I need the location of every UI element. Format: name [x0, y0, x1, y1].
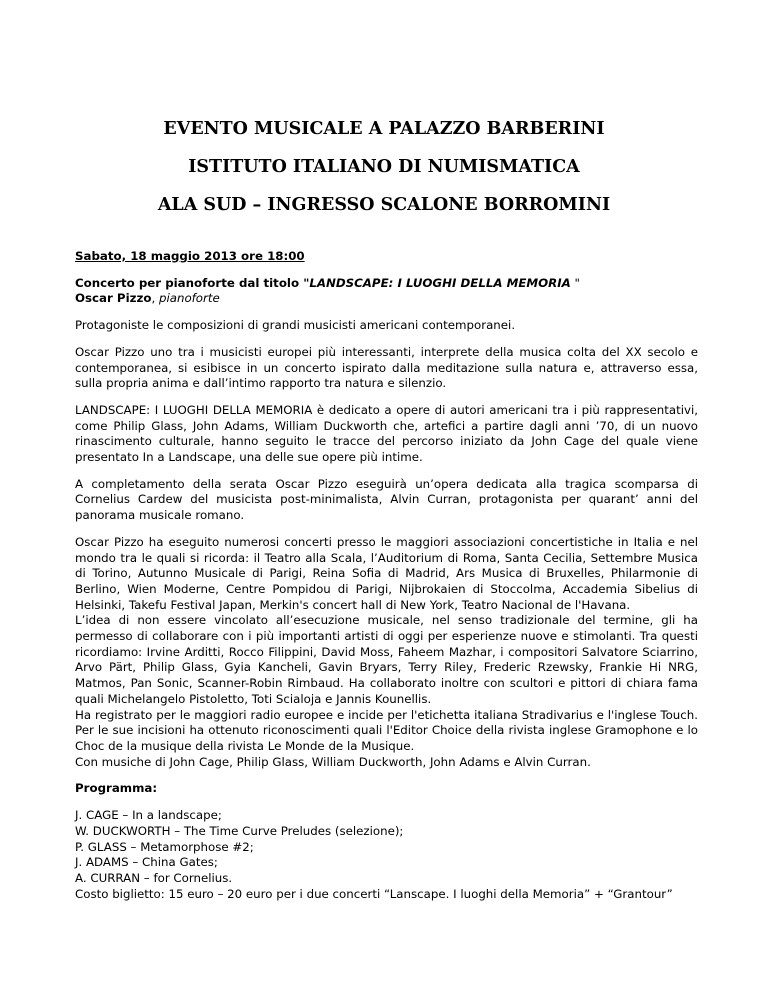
bio-collaborations: L’idea di non essere vincolato all’esecuzione musicale, nel senso tradizionale del termine, gli ha permesso di collaborare con i più importanti artisti di oggi per esperienze nuove e stimolanti. Tra questi ricordiamo: Irvine Arditti, Rocco Filippini, David Moss, Faheem Mazhar, i compositori Salvatore Sciarrino, Arvo Pärt, Philip Glass, Gyia Kancheli, Gavin Bryars, Terry Riley, Frederic Rzewsky, Frankie Hi NRG, Matmos, Pan Sonic, Scanner-Robin Rimbaud. Ha collaborato inoltre con scultori e pittori di chiara fama quali Michelangelo Pistoletto, Toti Scialoja e Jannis Kounellis. — [75, 613, 698, 706]
concert-title: "LANDSCAPE: I LUOGHI DELLA MEMORIA — [303, 275, 571, 290]
paragraph-landscape: LANDSCAPE: I LUOGHI DELLA MEMORIA è dedicato a opere di autori americani tra i più rappresentativi, come Philip Glass, John Adams, William Duckworth che, artefici a partire dagli anni ’70, di un nuovo rinascimento culturale, hanno seguito le tracce del percorso iniziato da John Cage del quale viene presentato In a Landscape, una delle sue opere più intime. — [75, 402, 698, 465]
program-item: P. GLASS – Metamorphose #2; — [75, 839, 254, 854]
program-item: W. DUCKWORTH – The Time Curve Preludes (selezione); — [75, 823, 404, 838]
program-item: J. ADAMS – China Gates; — [75, 855, 218, 870]
program-list — [75, 808, 698, 887]
document-body — [75, 249, 698, 913]
bio-concerts: Oscar Pizzo ha eseguito numerosi concerti presso le maggiori associazioni concertistiche in Italia e nel mondo tra le quali si ricorda: il Teatro alla Scala, l’Auditorium di Roma, Santa Cecilia, Settembre Musica di Torino, Autunno Musicale di Parigi, Reina Sofia di Madrid, Ars Musica di Bruxelles, Philarmonie di Berlino, Wien Moderne, Centre Pompidou di Parigi, Nijbrokaien di Stoccolma, Accademia Sibelius di Helsinki, Takefu Festival Japan, Merkin's concert hall di New York, Teatro Nacional de l'Havana. — [75, 534, 698, 612]
paragraph-artist: Oscar Pizzo uno tra i musicisti europei più interessanti, interprete della musica colta del XX secolo e contemporanea, si esibisce in un concerto ispirato dalla meditazione sulla natura e, attraverso essa, sulla propria anima e dall’intimo rapporto tra natura e silenzio. — [75, 344, 698, 391]
title-line-2: ISTITUTO ITALIANO DI NUMISMATICA — [188, 157, 580, 177]
title-line-1: EVENTO MUSICALE A PALAZZO BARBERINI — [163, 119, 605, 139]
paragraph-biography — [75, 535, 698, 771]
concert-suffix: " — [570, 275, 580, 290]
program-item: J. CAGE – In a landscape; — [75, 808, 222, 823]
paragraph-intro: Protagoniste le composizioni di grandi musicisti americani contemporanei. — [75, 318, 516, 333]
paragraph-curran: A completamento della serata Oscar Pizzo eseguirà un’opera dedicata alla tragica scomparsa di Cornelius Cardew del musicista post-minimalista, Alvin Curran, protagonista per quarant’ anni del panorama musicale romano. — [75, 476, 698, 523]
performer-name: Oscar Pizzo — [75, 291, 152, 306]
event-date: Sabato, 18 maggio 2013 ore 18:00 — [75, 249, 305, 263]
bio-music: Con musiche di John Cage, Philip Glass, William Duckworth, John Adams e Alvin Curran. — [75, 754, 591, 769]
bio-recordings: Ha registrato per le maggiori radio europee e incide per l'etichetta italiana Stradivarius e l'inglese Touch. Per le sue incisioni ha ottenuto riconoscimenti quali l'Editor Choice della rivista inglese Gramophone e lo Choc de la musique della rivista Le Monde de la Musique. — [75, 707, 698, 753]
performer-sep: , — [151, 291, 159, 306]
header-titles — [0, 117, 768, 231]
concert-prefix: Concerto per pianoforte dal titolo — [75, 275, 304, 290]
concert-info — [75, 276, 698, 307]
program-item: A. CURRAN – for Cornelius. — [75, 870, 233, 885]
ticket-cost: Costo biglietto: 15 euro – 20 euro per i due concerti “Lanscape. I luoghi della Memoria” + “Grantour” — [75, 886, 673, 901]
program-heading: Programma: — [75, 781, 158, 796]
title-line-3: ALA SUD – INGRESSO SCALONE BORROMINI — [157, 195, 611, 215]
performer-role: pianoforte — [158, 291, 220, 306]
